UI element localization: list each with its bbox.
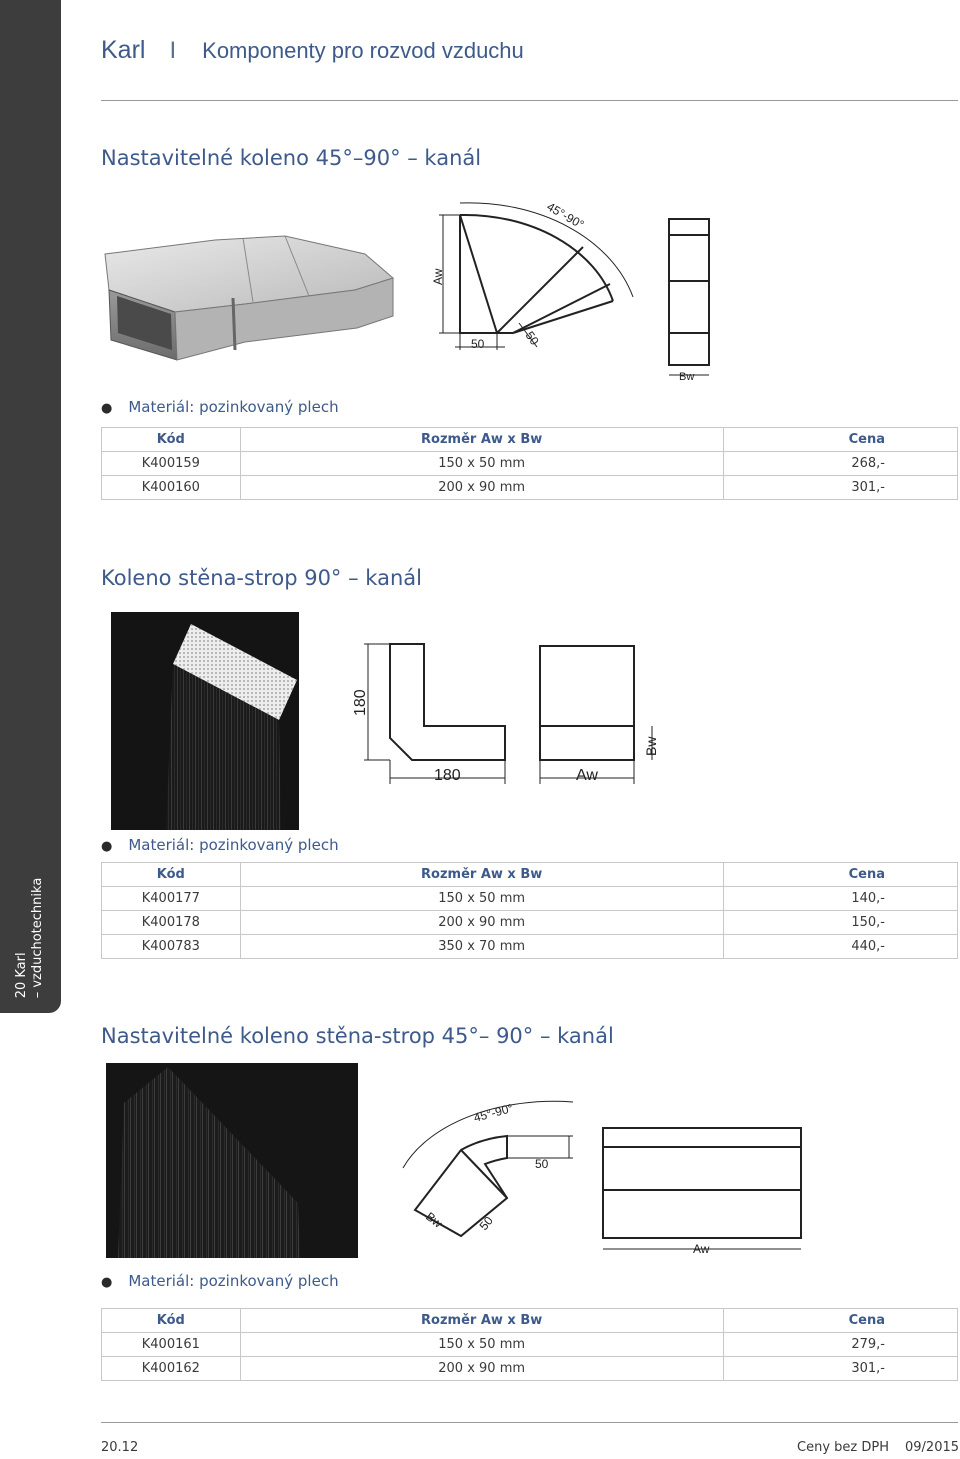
footer-rule bbox=[101, 1422, 958, 1423]
cell-size: 200 x 90 mm bbox=[240, 476, 723, 500]
cell-code: K400161 bbox=[102, 1333, 241, 1357]
header-price: Cena bbox=[723, 1309, 957, 1333]
cell-code: K400162 bbox=[102, 1357, 241, 1381]
footer-note: Ceny bez DPH bbox=[797, 1440, 889, 1455]
table-header-row bbox=[102, 1309, 958, 1333]
header-code: Kód bbox=[102, 863, 241, 887]
table-row bbox=[102, 935, 958, 959]
dim-angle-label: 45°-90° bbox=[472, 1100, 515, 1125]
table-row bbox=[102, 887, 958, 911]
cell-size: 200 x 90 mm bbox=[240, 1357, 723, 1381]
material-bullet: ● Materiál: pozinkovaný plech bbox=[101, 836, 339, 854]
product-photo-adjustable-elbow bbox=[103, 232, 395, 360]
table-row bbox=[102, 911, 958, 935]
table-header-row bbox=[102, 428, 958, 452]
table-row bbox=[102, 476, 958, 500]
header-size: Rozměr Aw x Bw bbox=[240, 428, 723, 452]
technical-drawing-elbow-side bbox=[665, 215, 715, 385]
side-tab bbox=[0, 0, 61, 1013]
dim-bw-label: Bw bbox=[643, 736, 659, 756]
table-row bbox=[102, 452, 958, 476]
material-text: Materiál: pozinkovaný plech bbox=[128, 836, 339, 854]
price-table bbox=[101, 427, 958, 500]
cell-code: K400159 bbox=[102, 452, 241, 476]
cell-size: 350 x 70 mm bbox=[240, 935, 723, 959]
cell-price: 301,- bbox=[723, 476, 957, 500]
cell-code: K400783 bbox=[102, 935, 241, 959]
cell-price: 150,- bbox=[723, 911, 957, 935]
brand-title: Karl bbox=[101, 36, 146, 64]
cell-code: K400178 bbox=[102, 911, 241, 935]
header-price: Cena bbox=[723, 863, 957, 887]
section-title: Koleno stěna-strop 90° – kanál bbox=[101, 566, 422, 590]
cell-size: 150 x 50 mm bbox=[240, 1333, 723, 1357]
dim-height-label: 180 bbox=[352, 689, 369, 716]
material-text: Materiál: pozinkovaný plech bbox=[128, 398, 339, 416]
table-row bbox=[102, 1357, 958, 1381]
dim-aw-label: Aw bbox=[431, 268, 445, 285]
dim-angle-label: 45°-90° bbox=[544, 199, 587, 232]
cell-price: 279,- bbox=[723, 1333, 957, 1357]
cell-price: 268,- bbox=[723, 452, 957, 476]
technical-drawing-adjustable-wall-ceiling-elbow bbox=[395, 1098, 580, 1248]
cell-size: 150 x 50 mm bbox=[240, 887, 723, 911]
side-tab-line1: 20 Karl bbox=[14, 952, 29, 999]
dim-aw-label: Aw bbox=[693, 1242, 710, 1256]
cell-price: 301,- bbox=[723, 1357, 957, 1381]
material-bullet: ● Materiál: pozinkovaný plech bbox=[101, 1272, 339, 1290]
price-table bbox=[101, 862, 958, 959]
header-rule bbox=[101, 100, 958, 101]
dim-side-label: 50 bbox=[535, 1157, 549, 1171]
page-header bbox=[101, 36, 524, 65]
dim-side1-label: 50 bbox=[471, 337, 485, 351]
section-title: Nastavitelné koleno stěna-strop 45°– 90° – kanál bbox=[101, 1024, 614, 1048]
footer-date: 09/2015 bbox=[905, 1440, 960, 1455]
cell-price: 440,- bbox=[723, 935, 957, 959]
section-title: Nastavitelné koleno 45°–90° – kanál bbox=[101, 146, 482, 170]
cell-code: K400160 bbox=[102, 476, 241, 500]
dim-aw-label: Aw bbox=[576, 767, 598, 784]
header-code: Kód bbox=[102, 1309, 241, 1333]
page-subtitle: Komponenty pro rozvod vzduchu bbox=[202, 38, 524, 63]
dim-side2-label: 50 bbox=[522, 328, 542, 348]
page-number: 20.12 bbox=[101, 1440, 139, 1455]
header-price: Cena bbox=[723, 428, 957, 452]
table-header-row bbox=[102, 863, 958, 887]
header-size: Rozměr Aw x Bw bbox=[240, 863, 723, 887]
dim-side2-label: 50 bbox=[476, 1213, 496, 1233]
cell-code: K400177 bbox=[102, 887, 241, 911]
material-bullet: ● Materiál: pozinkovaný plech bbox=[101, 398, 339, 416]
table-row bbox=[102, 1333, 958, 1357]
technical-drawing-adjustable-elbow bbox=[425, 195, 640, 355]
technical-drawing-wall-ceiling-elbow bbox=[340, 640, 659, 790]
side-tab-label bbox=[14, 878, 46, 999]
side-tab-line2: – vzduchotechnika bbox=[30, 877, 45, 999]
cell-size: 200 x 90 mm bbox=[240, 911, 723, 935]
price-table bbox=[101, 1308, 958, 1381]
material-text: Materiál: pozinkovaný plech bbox=[128, 1272, 339, 1290]
technical-drawing-adjustable-wall-ceiling-side bbox=[600, 1125, 805, 1260]
dim-bw-label: Bw bbox=[679, 371, 695, 383]
header-separator: I bbox=[169, 37, 177, 64]
cell-size: 150 x 50 mm bbox=[240, 452, 723, 476]
cell-price: 140,- bbox=[723, 887, 957, 911]
header-size: Rozměr Aw x Bw bbox=[240, 1309, 723, 1333]
dim-length-label: 180 bbox=[434, 767, 461, 784]
product-photo-wall-ceiling-elbow bbox=[111, 612, 299, 830]
product-photo-adjustable-wall-ceiling-elbow bbox=[106, 1063, 358, 1258]
header-code: Kód bbox=[102, 428, 241, 452]
dim-bw-label: Bw bbox=[423, 1209, 445, 1231]
